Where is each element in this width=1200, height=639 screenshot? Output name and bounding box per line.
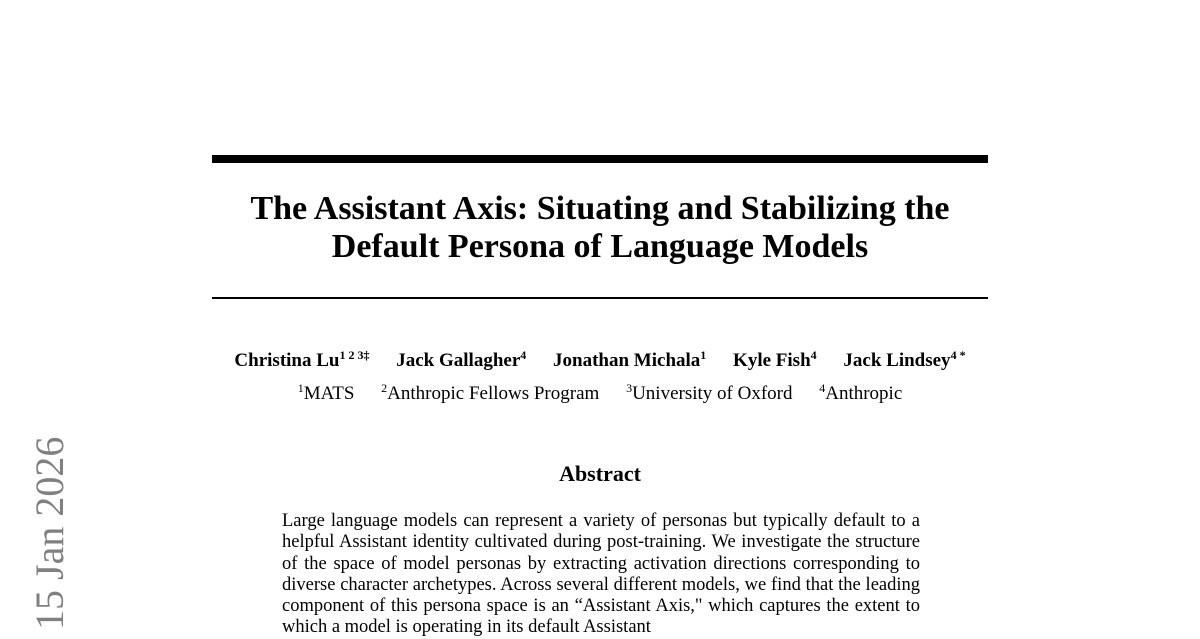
title-bottom-rule <box>212 297 988 299</box>
affiliation <box>381 383 599 404</box>
affiliation-mark: 2 <box>381 381 388 395</box>
title-line-1: The Assistant Axis: Situating and Stabilizing the <box>250 190 950 227</box>
author-affiliation-marks: 4 <box>520 348 527 362</box>
abstract-heading: Abstract <box>559 461 641 486</box>
abstract-text: Large language models can represent a variety of personas but typically default to a helpful Assistant identity cultivated during post-training. We investigate the structure of the space of model personas by extracting activation directions corresponding to diverse character archetypes. Across several different models, we find that the leading component of this persona space is an “Assistant Axis," which captures the extent to which a model is operating in its default Assistant <box>282 511 920 638</box>
author-name: Christina Lu <box>234 350 340 371</box>
author-name: Kyle Fish <box>733 350 811 371</box>
affiliation-name: Anthropic <box>825 383 903 404</box>
author <box>843 350 965 371</box>
arxiv-date-stamp: 15 Jan 2026 <box>27 436 72 630</box>
author-affiliation-marks: 1 <box>700 348 707 362</box>
title-top-rule <box>212 155 988 163</box>
author-affiliation-marks: 4 <box>810 348 817 362</box>
affiliation-list <box>200 383 1000 405</box>
author-name: Jack Gallagher <box>396 350 521 371</box>
author-name: Jonathan Michala <box>553 350 701 371</box>
author-affiliation-marks: 1 2 3‡ <box>339 348 370 362</box>
author-list <box>200 350 1000 372</box>
affiliation-name: Anthropic Fellows Program <box>387 383 600 404</box>
author-affiliation-marks: 4 * <box>950 348 966 362</box>
author-name: Jack Lindsey <box>843 350 951 371</box>
paper-title <box>212 190 988 266</box>
author <box>553 350 706 371</box>
affiliation <box>819 383 902 404</box>
affiliation-mark: 1 <box>297 381 304 395</box>
affiliation-name: University of Oxford <box>632 383 793 404</box>
affiliation <box>626 383 792 404</box>
title-line-2: Default Persona of Language Models <box>331 228 869 265</box>
author <box>733 350 817 371</box>
affiliation <box>298 383 355 404</box>
affiliation-mark: 3 <box>626 381 633 395</box>
author <box>234 350 369 371</box>
affiliation-mark: 4 <box>819 381 826 395</box>
affiliation-name: MATS <box>303 383 355 404</box>
author <box>396 350 526 371</box>
